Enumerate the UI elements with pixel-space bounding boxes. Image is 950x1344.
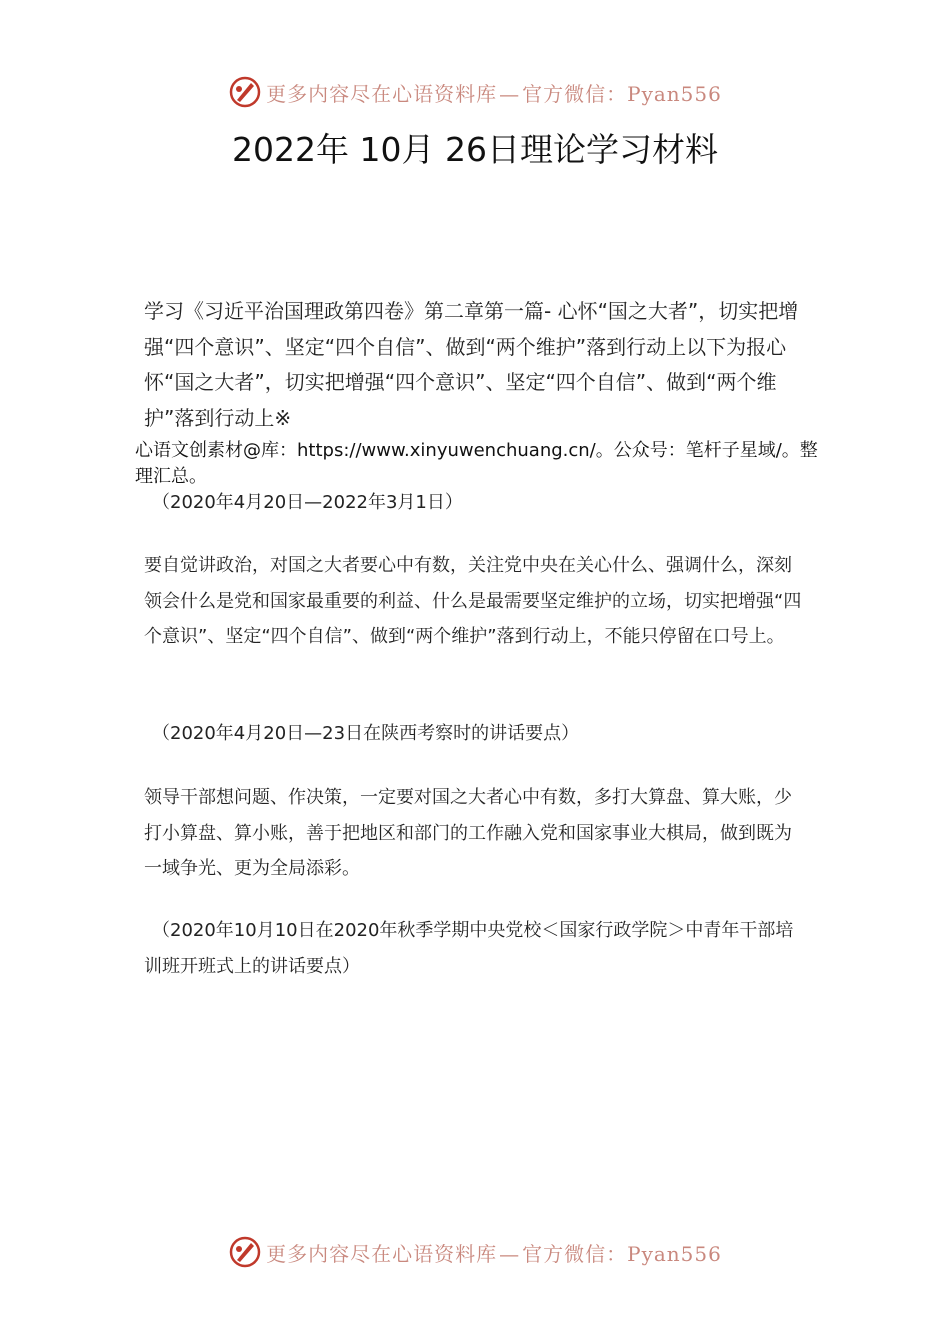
date-note: （2020年10月10日在2020年秋季学期中央党校＜国家行政学院＞中青年干部培训班开班式上的讲话要点） [144, 920, 794, 977]
pen-logo-icon [228, 1235, 262, 1269]
footer-banner [0, 1232, 950, 1272]
body-paragraph: 领导干部想问题、作决策，一定要对国之大者心中有数，多打大算盘、算大账，少打小算盘、算小账，善于把地区和部门的工作融入党和国家事业大棋局，做到既为一域争光、更为全局添彩。 [144, 787, 792, 879]
watermark-text: 心语文创素材@库：https://www.xinyuwenchuang.cn/。公众号：笔杆子星域/。整理汇总。 [135, 440, 818, 487]
body-paragraph: 要自觉讲政治，对国之大者要心中有数，关注党中央在关心什么、强调什么，深刻领会什么是党和国家最重要的利益、什么是最需要坚定维护的立场，切实把增强“四个意识”、坚定“四个自信”、做到“两个维护”落到行动上，不能只停留在口号上。 [144, 555, 802, 647]
banner-text: 更多内容尽在心语资料库 — 官方微信：Pyan556 [266, 1241, 722, 1266]
date-note: （2020年4月20日—2022年3月1日） [152, 492, 463, 513]
banner-text: 更多内容尽在心语资料库 — 官方微信：Pyan556 [266, 81, 722, 106]
page-title: 2022年 10月 26日理论学习材料 [232, 130, 718, 169]
intro-paragraph: 学习《习近平治国理政第四卷》第二章第一篇- 心怀“国之大者”，切实把增强“四个意识”、坚定“四个自信”、做到“两个维护”落到行动上以下为报心怀“国之大者”，切实把增强“四个意识”、坚定“四个自信”、做到“两个维护”落到行动上※ [144, 299, 799, 430]
pen-logo-icon [228, 75, 262, 109]
header-banner [0, 72, 950, 112]
date-note: （2020年4月20日—23日在陕西考察时的讲话要点） [152, 723, 580, 744]
